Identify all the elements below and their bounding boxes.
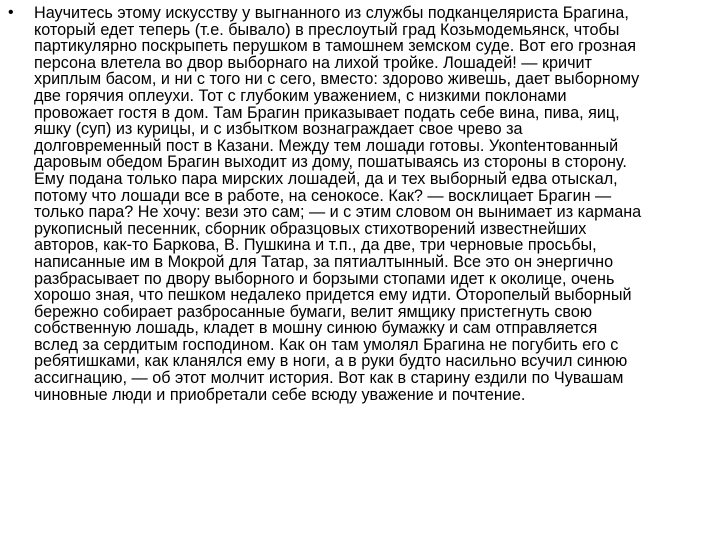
text-line: только пара? Не хочу: вези это сам; — и с этим словом он вынимает из кармана [34,203,642,222]
text-line: чиновные люди и приобретали себе всюду уважение и почтение. [34,385,526,404]
text-line: собственную лошадь, кладет в мошну синюю бумажку и сам отправляется [34,319,598,338]
text-line: разбрасывает по двору выборного и борзыми стопами идет к околице, очень [34,269,615,288]
text-line: вслед за сердитым господином. Как он там умолял Брагина не погубить его с [34,335,619,354]
text-line: Ему подана только пара мирских лошадей, да и тех выборный едва отыскал, [34,169,618,188]
text-line: хриплым басом, и ни с того ни с сего, вместо: здорово живешь, дает выборному [34,70,640,89]
text-line: персона влетела во двор выборнаго на лихой тройке. Лошадей! — кричит [34,53,592,72]
text-line: провожает гостя в дом. Там Брагин приказывает подать себе вина, пива, яиц, [34,103,620,122]
text-line: хорошо зная, что пешком недалеко придется ему идти. Оторопелый выборный [34,286,632,305]
bullet-paragraph [8,5,714,403]
text-line: ассигнацию, — об этот молчит история. Вот как в старину ездили по Чувашам [34,369,624,388]
text-line: авторов, как-то Баркова, В. Пушкина и т.п., да две, три черновые просьбы, [34,236,597,255]
text-line: даровым обедом Брагин выходит из дому, пошатываясь из стороны в сторону. [34,153,627,172]
text-line: две горячия оплеухи. Тот с глубоким уважением, с низкими поклонами [34,86,567,105]
text-line: потому что лошади все в работе, на сенокосе. Как? — восклицает Брагин — [34,186,612,205]
text-line: бережно собирает разбросанные бумаги, велит ямщику пристегнуть свою [34,302,592,321]
text-line: партикулярно поскрыпеть перушком в тамошнем земском суде. Вот его грозная [34,37,636,56]
text-line: яшку (суп) из курицы, и с избытком вознаграждает свое чрево за [34,120,523,139]
text-line: ребятишками, как кланялся ему в ноги, а в руки будто насильно всучил синюю [34,352,628,371]
text-line: долговременный пост в Казани. Между тем лошади готовы. Укontентованный [34,136,619,155]
bullet-icon: • [8,4,14,21]
text-line: который едет теперь (т.е. бывало) в преслоутый град Козьмодемьянск, чтобы [34,20,620,39]
paragraph-text [34,5,714,403]
text-line: рукописный песенник, сборник образцовых стихотворений известнейших [34,219,587,238]
text-line: Научитесь этому искусству у выгнанного из службы подканцеляриста Брагина, [34,4,629,22]
text-line: написанные им в Мокрой для Татар, за пятиалтынный. Все это он энергично [34,252,614,271]
